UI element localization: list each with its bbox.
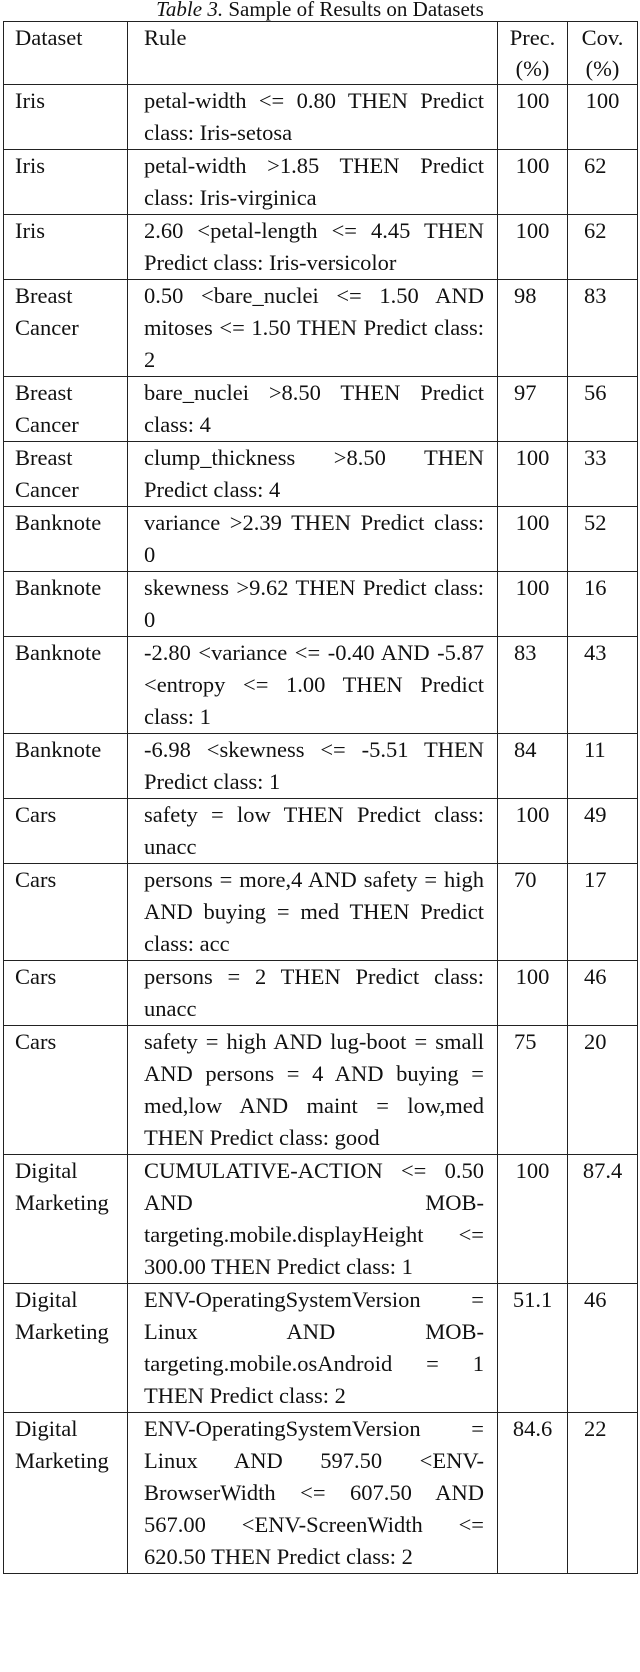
header-coverage: Cov. (%) bbox=[568, 22, 638, 85]
table-row bbox=[4, 85, 638, 150]
table-caption bbox=[0, 0, 640, 20]
cell-precision: 98 bbox=[498, 280, 568, 377]
cell-dataset: Cars bbox=[4, 799, 128, 864]
cell-rule: -6.98 <skewness <= -5.51 THEN Predict class: 1 bbox=[128, 734, 498, 799]
cell-dataset: Iris bbox=[4, 85, 128, 150]
table-row bbox=[4, 799, 638, 864]
cell-coverage: 62 bbox=[568, 215, 638, 280]
cell-precision: 100 bbox=[498, 85, 568, 150]
cell-dataset: Iris bbox=[4, 150, 128, 215]
cell-coverage: 56 bbox=[568, 377, 638, 442]
table-row bbox=[4, 377, 638, 442]
cell-coverage: 83 bbox=[568, 280, 638, 377]
cell-precision: 100 bbox=[498, 1155, 568, 1284]
cell-coverage: 46 bbox=[568, 961, 638, 1026]
cell-precision: 100 bbox=[498, 215, 568, 280]
cell-rule: persons = more,4 AND safety = high AND buying = med THEN Predict class: acc bbox=[128, 864, 498, 961]
cell-precision: 100 bbox=[498, 799, 568, 864]
cell-coverage: 43 bbox=[568, 637, 638, 734]
cell-coverage: 17 bbox=[568, 864, 638, 961]
table-row bbox=[4, 637, 638, 734]
cell-precision: 51.1 bbox=[498, 1284, 568, 1413]
cell-rule: petal-width >1.85 THEN Predict class: Iris-virginica bbox=[128, 150, 498, 215]
cell-precision: 84.6 bbox=[498, 1413, 568, 1574]
cell-rule: 0.50 <bare_nuclei <= 1.50 AND mitoses <= 1.50 THEN Predict class: 2 bbox=[128, 280, 498, 377]
cell-rule: CUMULATIVE-ACTION <= 0.50 AND MOB-targeting.mobile.displayHeight <= 300.00 THEN Predict class: 1 bbox=[128, 1155, 498, 1284]
table-row bbox=[4, 280, 638, 377]
cell-rule: skewness >9.62 THEN Predict class: 0 bbox=[128, 572, 498, 637]
cell-coverage: 52 bbox=[568, 507, 638, 572]
table-row bbox=[4, 1155, 638, 1284]
cell-dataset: Banknote bbox=[4, 734, 128, 799]
cell-coverage: 11 bbox=[568, 734, 638, 799]
cell-coverage: 20 bbox=[568, 1026, 638, 1155]
cell-coverage: 62 bbox=[568, 150, 638, 215]
cell-rule: variance >2.39 THEN Predict class: 0 bbox=[128, 507, 498, 572]
cell-coverage: 22 bbox=[568, 1413, 638, 1574]
cell-rule: -2.80 <variance <= -0.40 AND -5.87 <entropy <= 1.00 THEN Predict class: 1 bbox=[128, 637, 498, 734]
cell-coverage: 46 bbox=[568, 1284, 638, 1413]
cell-dataset: Breast Cancer bbox=[4, 377, 128, 442]
cell-rule: bare_nuclei >8.50 THEN Predict class: 4 bbox=[128, 377, 498, 442]
cell-dataset: Digital Marketing bbox=[4, 1413, 128, 1574]
cell-precision: 100 bbox=[498, 150, 568, 215]
cell-rule: safety = low THEN Predict class: unacc bbox=[128, 799, 498, 864]
cell-dataset: Banknote bbox=[4, 637, 128, 734]
cell-precision: 100 bbox=[498, 442, 568, 507]
header-dataset: Dataset bbox=[4, 22, 128, 85]
cell-coverage: 87.4 bbox=[568, 1155, 638, 1284]
table-row bbox=[4, 150, 638, 215]
table-row bbox=[4, 734, 638, 799]
cell-dataset: Iris bbox=[4, 215, 128, 280]
table-row bbox=[4, 864, 638, 961]
table-row bbox=[4, 572, 638, 637]
cell-coverage: 16 bbox=[568, 572, 638, 637]
cell-rule: clump_thickness >8.50 THEN Predict class: 4 bbox=[128, 442, 498, 507]
table-row bbox=[4, 442, 638, 507]
cell-coverage: 100 bbox=[568, 85, 638, 150]
table-header-row bbox=[4, 22, 638, 85]
header-precision: Prec. (%) bbox=[498, 22, 568, 85]
table-row bbox=[4, 1413, 638, 1574]
cell-dataset: Cars bbox=[4, 961, 128, 1026]
header-rule: Rule bbox=[128, 22, 498, 85]
table-caption-text: Sample of Results on Datasets bbox=[228, 0, 484, 21]
cell-dataset: Cars bbox=[4, 864, 128, 961]
cell-dataset: Digital Marketing bbox=[4, 1284, 128, 1413]
cell-dataset: Breast Cancer bbox=[4, 280, 128, 377]
cell-rule: safety = high AND lug-boot = small AND persons = 4 AND buying = med,low AND maint = low,med THEN Predict class: good bbox=[128, 1026, 498, 1155]
table-row bbox=[4, 507, 638, 572]
table-row bbox=[4, 961, 638, 1026]
cell-rule: ENV-OperatingSystemVersion = Linux AND MOB-targeting.mobile.osAndroid = 1 THEN Predict class: 2 bbox=[128, 1284, 498, 1413]
cell-precision: 100 bbox=[498, 961, 568, 1026]
cell-dataset: Cars bbox=[4, 1026, 128, 1155]
table-caption-label: Table 3. bbox=[156, 0, 224, 21]
cell-precision: 75 bbox=[498, 1026, 568, 1155]
cell-coverage: 49 bbox=[568, 799, 638, 864]
cell-rule: ENV-OperatingSystemVersion = Linux AND 597.50 <ENV-BrowserWidth <= 607.50 AND 567.00 <ENV-ScreenWidth <= 620.50 THEN Predict class: 2 bbox=[128, 1413, 498, 1574]
cell-precision: 100 bbox=[498, 572, 568, 637]
cell-dataset: Digital Marketing bbox=[4, 1155, 128, 1284]
cell-rule: 2.60 <petal-length <= 4.45 THEN Predict class: Iris-versicolor bbox=[128, 215, 498, 280]
cell-precision: 100 bbox=[498, 507, 568, 572]
cell-dataset: Banknote bbox=[4, 572, 128, 637]
table-row bbox=[4, 215, 638, 280]
results-table bbox=[3, 21, 638, 1574]
cell-rule: persons = 2 THEN Predict class: unacc bbox=[128, 961, 498, 1026]
cell-precision: 83 bbox=[498, 637, 568, 734]
cell-coverage: 33 bbox=[568, 442, 638, 507]
cell-dataset: Breast Cancer bbox=[4, 442, 128, 507]
cell-rule: petal-width <= 0.80 THEN Predict class: Iris-setosa bbox=[128, 85, 498, 150]
cell-precision: 84 bbox=[498, 734, 568, 799]
cell-dataset: Banknote bbox=[4, 507, 128, 572]
table-row bbox=[4, 1026, 638, 1155]
cell-precision: 70 bbox=[498, 864, 568, 961]
cell-precision: 97 bbox=[498, 377, 568, 442]
table-row bbox=[4, 1284, 638, 1413]
